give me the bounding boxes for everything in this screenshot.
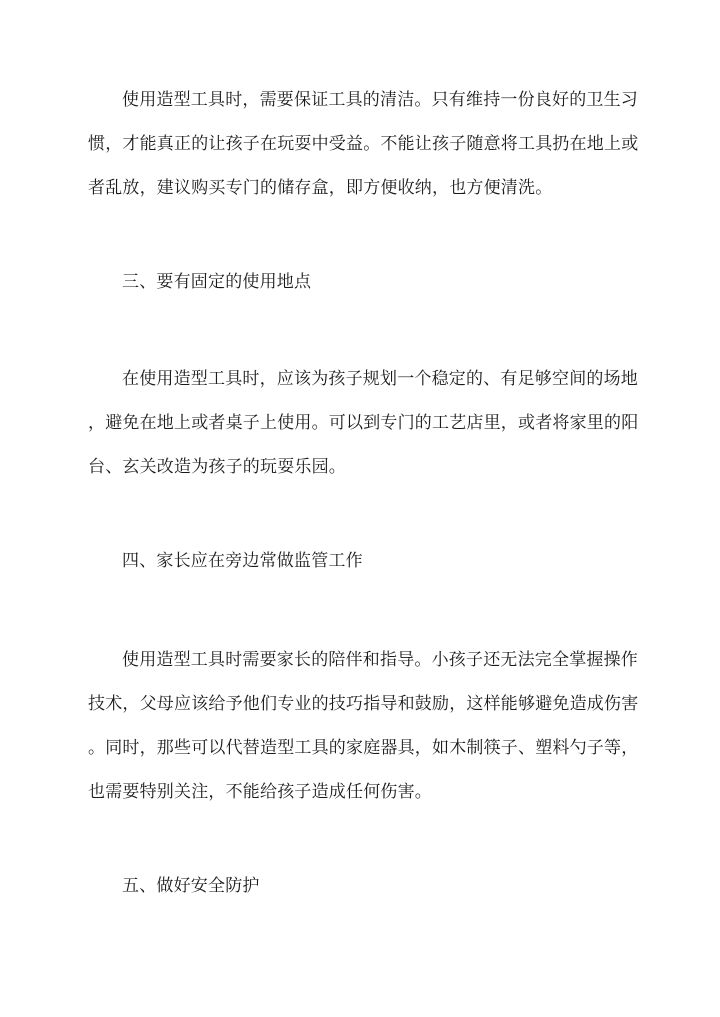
paragraph-1-line-3: 者乱放，建议购买专门的储存盒，即方便收纳，也方便清洗。 xyxy=(88,178,553,198)
section-heading-4: 四、家长应在旁边常做监管工作 xyxy=(122,551,363,571)
paragraph-2-line-1: 在使用造型工具时，应该为孩子规划一个稳定的、有足够空间的场地 xyxy=(122,369,638,389)
paragraph-3-line-3: 。同时，那些可以代替造型工具的家庭器具，如木制筷子、塑料勺子等， xyxy=(88,738,639,758)
paragraph-2-line-2: ，避免在地上或者桌子上使用。可以到专门的工艺店里，或者将家里的阳 xyxy=(88,413,639,433)
paragraph-3-line-1: 使用造型工具时需要家长的陪伴和指导。小孩子还无法完全掌握操作 xyxy=(122,650,638,670)
paragraph-1-line-1: 使用造型工具时，需要保证工具的清洁。只有维持一份良好的卫生习 xyxy=(122,90,638,110)
paragraph-1-line-2: 惯，才能真正的让孩子在玩耍中受益。不能让孩子随意将工具扔在地上或 xyxy=(88,134,639,154)
section-heading-3: 三、要有固定的使用地点 xyxy=(122,272,312,292)
paragraph-3-line-2: 技术，父母应该给予他们专业的技巧指导和鼓励，这样能够避免造成伤害 xyxy=(88,694,639,714)
paragraph-2-line-3: 台、玄关改造为孩子的玩耍乐园。 xyxy=(88,457,346,477)
section-heading-5: 五、做好安全防护 xyxy=(122,876,260,896)
paragraph-3-line-4: 也需要特别关注，不能给孩子造成任何伤害。 xyxy=(88,782,432,802)
